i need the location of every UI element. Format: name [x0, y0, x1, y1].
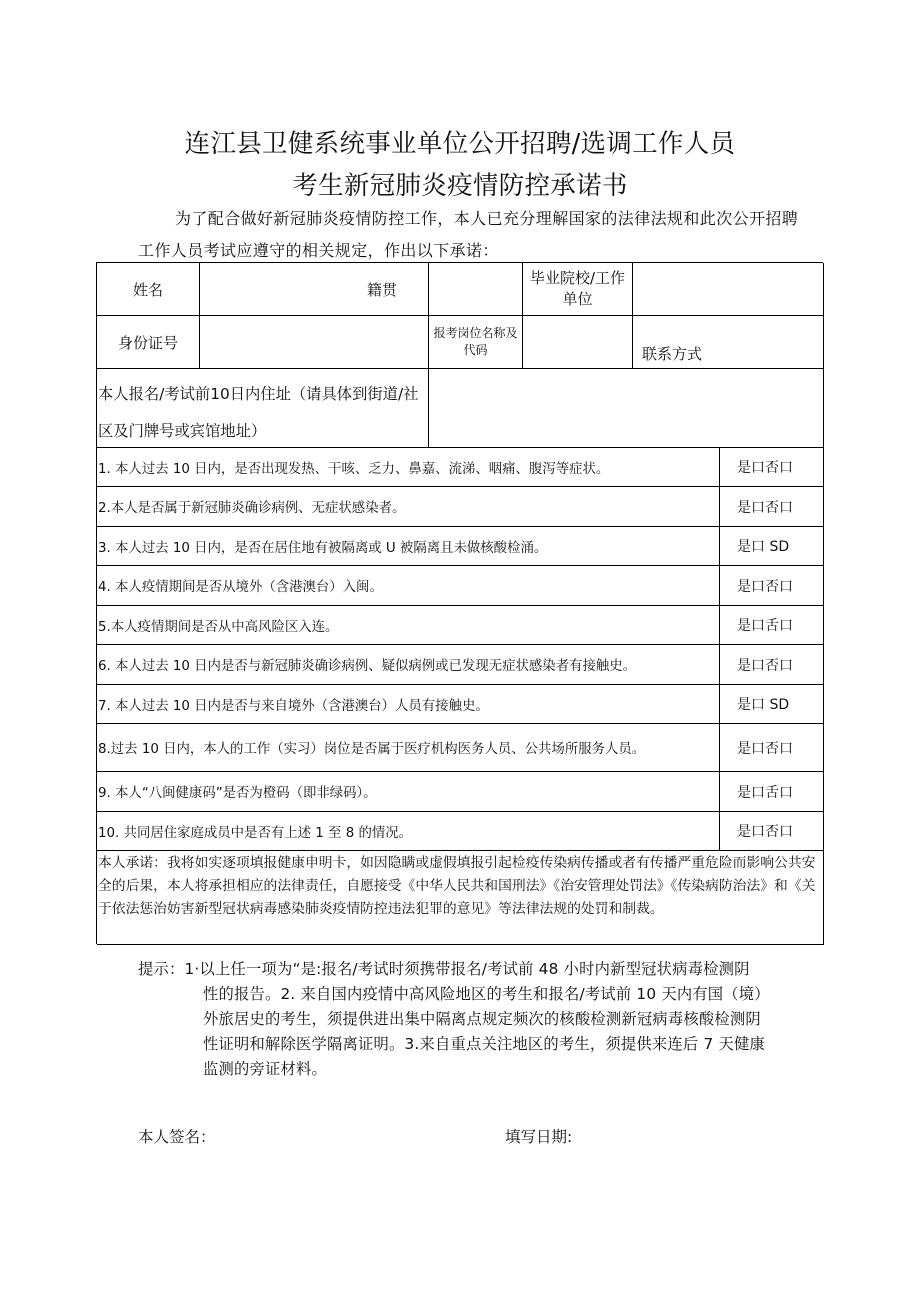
answer-6[interactable]: 是口否口 — [720, 645, 824, 685]
intro-line1: 为了配合做好新冠肺炎疫情防控工作，本人已充分理解国家的法律法规和此次公开招聘 — [175, 209, 799, 228]
school-value-cell[interactable] — [633, 263, 824, 316]
tip-line-1: 提示：1·以上任一项为“是:报名/考试时须携带报名/考试前 48 小时内新型冠状病毒检测阴 — [138, 960, 750, 978]
question-4: 4. 本人疫情期间是否从境外（含港澳台）入闽。 — [97, 566, 720, 606]
tip-line-2: 性的报告。2. 来自国内疫情中高风险地区的考生和报名/考试前 10 天内有国（境） — [203, 985, 770, 1003]
question-9: 9. 本人“八闽健康码”是否为橙码（即非绿码）。 — [97, 772, 720, 812]
signature-label: 本人签名： — [138, 1128, 216, 1146]
question-7: 7. 本人过去 10 日内是否与来自境外（含港澳台）人员有接触史。 — [97, 685, 720, 724]
tip-line-3: 外旅居史的考生，须提供进出集中隔离点规定频次的核酸检测新冠病毒核酸检测阴 — [203, 1010, 761, 1028]
page-title-line2: 考生新冠肺炎疫情防控承诺书 — [292, 171, 628, 201]
intro-line2: 工作人员考试应遵守的相关规定，作出以下承诺： — [138, 241, 499, 260]
contact-cell[interactable] — [633, 316, 824, 369]
question-6: 6. 本人过去 10 日内是否与新冠肺炎确诊病例、疑似病例或已发现无症状感染者有接触史。 — [97, 645, 720, 685]
question-8: 8.过去 10 日内，本人的工作（实习）岗位是否属于医疗机构医务人员、公共场所服务人员。 — [97, 724, 720, 772]
name-value-cell[interactable] — [200, 263, 429, 316]
question-3: 3. 本人过去 10 日内，是否在居住地有被隔离或 U 被隔离且未做核酸检涌。 — [97, 527, 720, 566]
id-label-cell — [97, 316, 200, 369]
school-label: 毕业院校/工作单位 — [529, 269, 626, 308]
tip-line-5: 监测的旁证材料。 — [203, 1060, 327, 1078]
address-label-cell — [97, 369, 429, 448]
commitment-statement: 本人承诺：我将如实逐项填报健康申明卡，如因隐瞒或虚假填报引起检疫传染病传播或者有传播严重危险而影响公共安全的后果，本人将承担相应的法律责任，自愿接受《中华人民共和国刑法》《治安管理处罚法》《传染病防治法》和《关于依法惩治妨害新型冠状病毒感染肺炎疫情防控违法犯罪的意见》等法律法规的处罚和制裁。 — [97, 851, 824, 945]
commitment-form-table — [96, 262, 823, 944]
id-label: 身份证号 — [117, 333, 178, 352]
answer-9[interactable]: 是口舌口 — [720, 772, 824, 812]
school-label-cell — [523, 263, 633, 316]
name-label: 姓名 — [132, 280, 163, 299]
answer-5[interactable]: 是口舌口 — [720, 606, 824, 645]
position-value-cell[interactable] — [523, 316, 633, 369]
answer-2[interactable]: 是口否口 — [720, 487, 824, 527]
name-label-cell — [97, 263, 200, 316]
hometown-label: 籍贯 — [366, 280, 397, 299]
answer-4[interactable]: 是口否口 — [720, 566, 824, 606]
tip-line-4: 性证明和解除医学隔离证明。3.来自重点关注地区的考生，须提供来连后 7 天健康 — [203, 1035, 765, 1053]
position-label: 报考岗位名称及代码 — [433, 326, 518, 357]
answer-8[interactable]: 是口否口 — [720, 724, 824, 772]
contact-label: 联系方式 — [642, 345, 703, 363]
answer-10[interactable]: 是口否口 — [720, 812, 824, 851]
question-2: 2.本人是否属于新冠肺炎确诊病例、无症状感染者。 — [97, 487, 720, 527]
address-label: 本人报名/考试前10日内住址（请具体到街道/社区及门牌号或宾馆地址） — [98, 385, 419, 440]
answer-1[interactable]: 是口否口 — [720, 448, 824, 487]
page-title-line1: 连江县卫健系统事业单位公开招聘/选调工作人员 — [184, 129, 736, 159]
position-label-cell — [429, 316, 523, 369]
id-value-cell[interactable] — [200, 316, 429, 369]
question-10: 10. 共同居住家庭成员中是否有上述 1 至 8 的情况。 — [97, 812, 720, 851]
question-5: 5.本人疫情期间是否从中高风险区入连。 — [97, 606, 720, 645]
answer-7[interactable]: 是口 SD — [720, 685, 824, 724]
question-1: 1. 本人过去 10 日内，是否出现发热、干咳、乏力、鼻嘉、流涕、咽痛、腹泻等症状。 — [97, 448, 720, 487]
date-label: 填写日期: — [505, 1128, 573, 1146]
address-value-cell[interactable] — [429, 369, 824, 448]
answer-3[interactable]: 是口 SD — [720, 527, 824, 566]
hometown-value-cell[interactable] — [429, 263, 523, 316]
